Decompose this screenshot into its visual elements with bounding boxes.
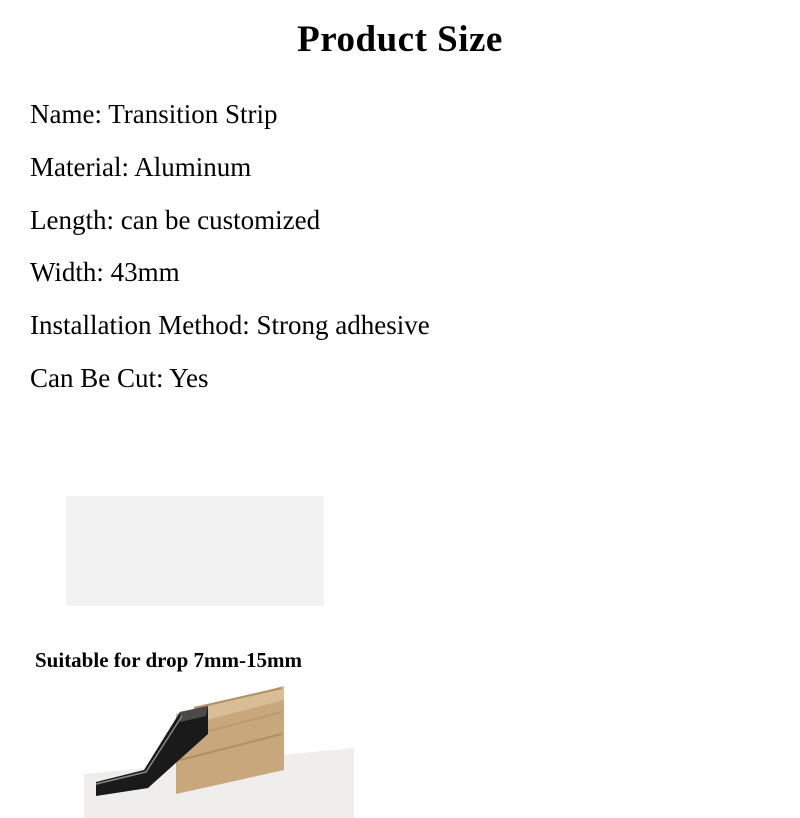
spec-item-width: Width: 43mm xyxy=(30,257,180,288)
spec-item-material: Material: Aluminum xyxy=(30,152,252,183)
diagram-background xyxy=(66,496,324,606)
product-size-page xyxy=(0,18,800,818)
spec-item-installation-method: Installation Method: Strong adhesive xyxy=(30,309,430,340)
page-title: Product Size xyxy=(297,19,503,60)
product-photo xyxy=(84,678,354,818)
spec-item-length: Length: can be customized xyxy=(30,204,321,235)
profile-cross-section-diagram xyxy=(66,496,324,606)
product-photo-illustration xyxy=(84,678,354,818)
spec-item-name: Name: Transition Strip xyxy=(30,99,278,130)
specification-list xyxy=(0,88,800,404)
drop-range-note: Suitable for drop 7mm-15mm xyxy=(35,648,302,672)
spec-item-can-be-cut: Can Be Cut: Yes xyxy=(30,362,209,393)
